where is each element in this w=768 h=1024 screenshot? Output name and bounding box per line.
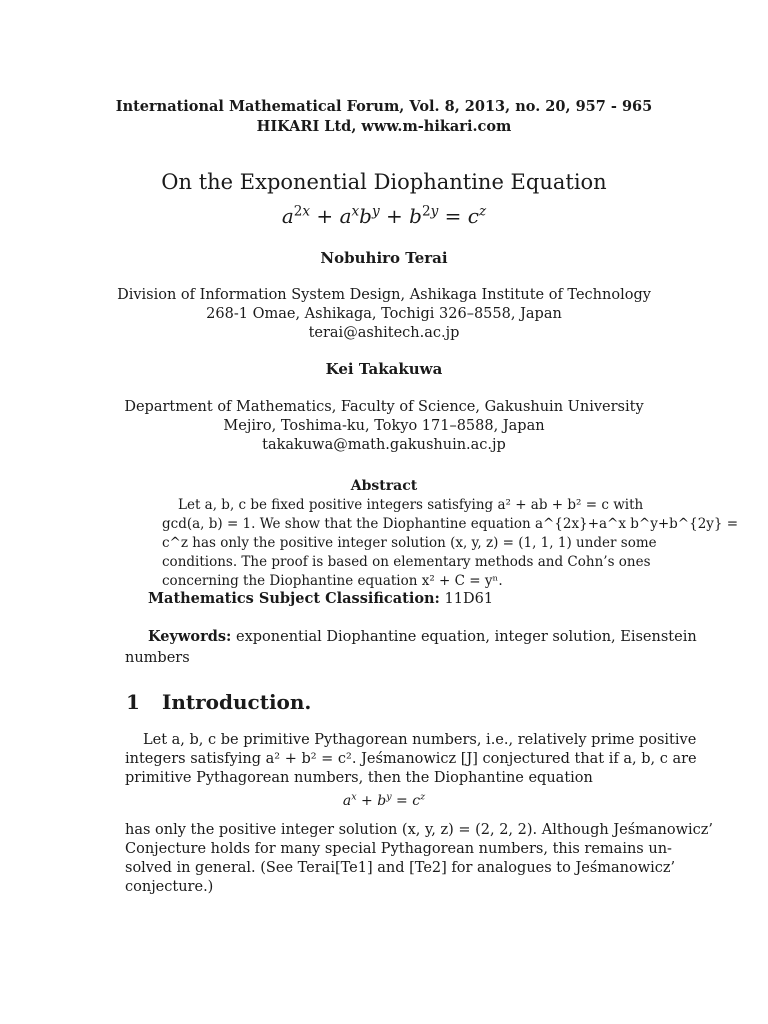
- body-line: conjecture.): [125, 879, 214, 895]
- keywords-label: Keywords:: [148, 628, 232, 645]
- section-number: 1: [126, 690, 140, 714]
- body-line: solved in general. (See Terai[Te1] and [Te2] for analogues to Jeśmanowicz’: [125, 860, 676, 876]
- msc-value: 11D61: [444, 591, 494, 607]
- abstract-line: gcd(a, b) = 1. We show that the Diophantine equation a^{2x}+a^x b^y+b^{2y} =: [162, 516, 739, 532]
- section-title: Introduction.: [162, 690, 312, 714]
- abstract-line: Let a, b, c be fixed positive integers satisfying a² + ab + b² = c with: [178, 497, 644, 513]
- body-line: Let a, b, c be primitive Pythagorean numbers, i.e., relatively prime positive: [143, 732, 697, 748]
- author-name-2: Kei Takakuwa: [325, 360, 443, 378]
- body-line: has only the positive integer solution (x, y, z) = (2, 2, 2). Although Jeśmanowicz’: [125, 822, 714, 838]
- msc-line: [148, 590, 493, 607]
- abstract-heading: Abstract: [350, 478, 418, 494]
- title-equation: $a^{2x} + a^xb^y + b^{2y} = c^z$: [281, 203, 487, 228]
- keywords: [125, 626, 697, 669]
- section-heading: [126, 690, 311, 714]
- author-affiliation-1: [0, 286, 768, 343]
- abstract-body: [162, 496, 739, 591]
- keywords-value: exponential Diophantine equation, integer solution, Eisenstein: [236, 629, 697, 645]
- abstract-line: concerning the Diophantine equation x² + C = yⁿ.: [162, 573, 503, 589]
- author-affiliation-2: [0, 398, 768, 455]
- affiliation-line: 268-1 Omae, Ashikaga, Tochigi 326–8558, Japan: [206, 306, 562, 322]
- affiliation-line: Mejiro, Toshima-ku, Tokyo 171–8588, Japan: [223, 418, 545, 434]
- publisher-line: HIKARI Ltd, www.m-hikari.com: [256, 118, 512, 135]
- journal-citation: International Mathematical Forum, Vol. 8, 2013, no. 20, 957 - 965: [115, 98, 653, 115]
- intro-paragraph-1: [125, 731, 697, 788]
- keywords-value-continued: numbers: [125, 650, 190, 666]
- affiliation-line: Division of Information System Design, Ashikaga Institute of Technology: [117, 287, 651, 303]
- author-email: terai@ashitech.ac.jp: [308, 325, 460, 341]
- abstract-line: c^z has only the positive integer solution (x, y, z) = (1, 1, 1) under some: [162, 535, 657, 551]
- author-email: takakuwa@math.gakushuin.ac.jp: [262, 437, 506, 453]
- journal-header: [0, 97, 768, 137]
- body-line: Conjecture holds for many special Pythagorean numbers, this remains un-: [125, 841, 672, 857]
- author-name-1: Nobuhiro Terai: [320, 249, 448, 267]
- body-line: integers satisfying a² + b² = c². Jeśmanowicz [J] conjectured that if a, b, c are: [125, 751, 697, 767]
- paper-title: On the Exponential Diophantine Equation: [161, 170, 607, 194]
- body-line: primitive Pythagorean numbers, then the Diophantine equation: [125, 770, 593, 786]
- msc-label: Mathematics Subject Classification:: [148, 590, 440, 607]
- abstract-line: conditions. The proof is based on elementary methods and Cohn’s ones: [162, 554, 651, 570]
- intro-paragraph-2: [125, 821, 714, 897]
- affiliation-line: Department of Mathematics, Faculty of Science, Gakushuin University: [124, 399, 644, 415]
- display-equation: $a^x + b^y = c^z$: [342, 791, 426, 809]
